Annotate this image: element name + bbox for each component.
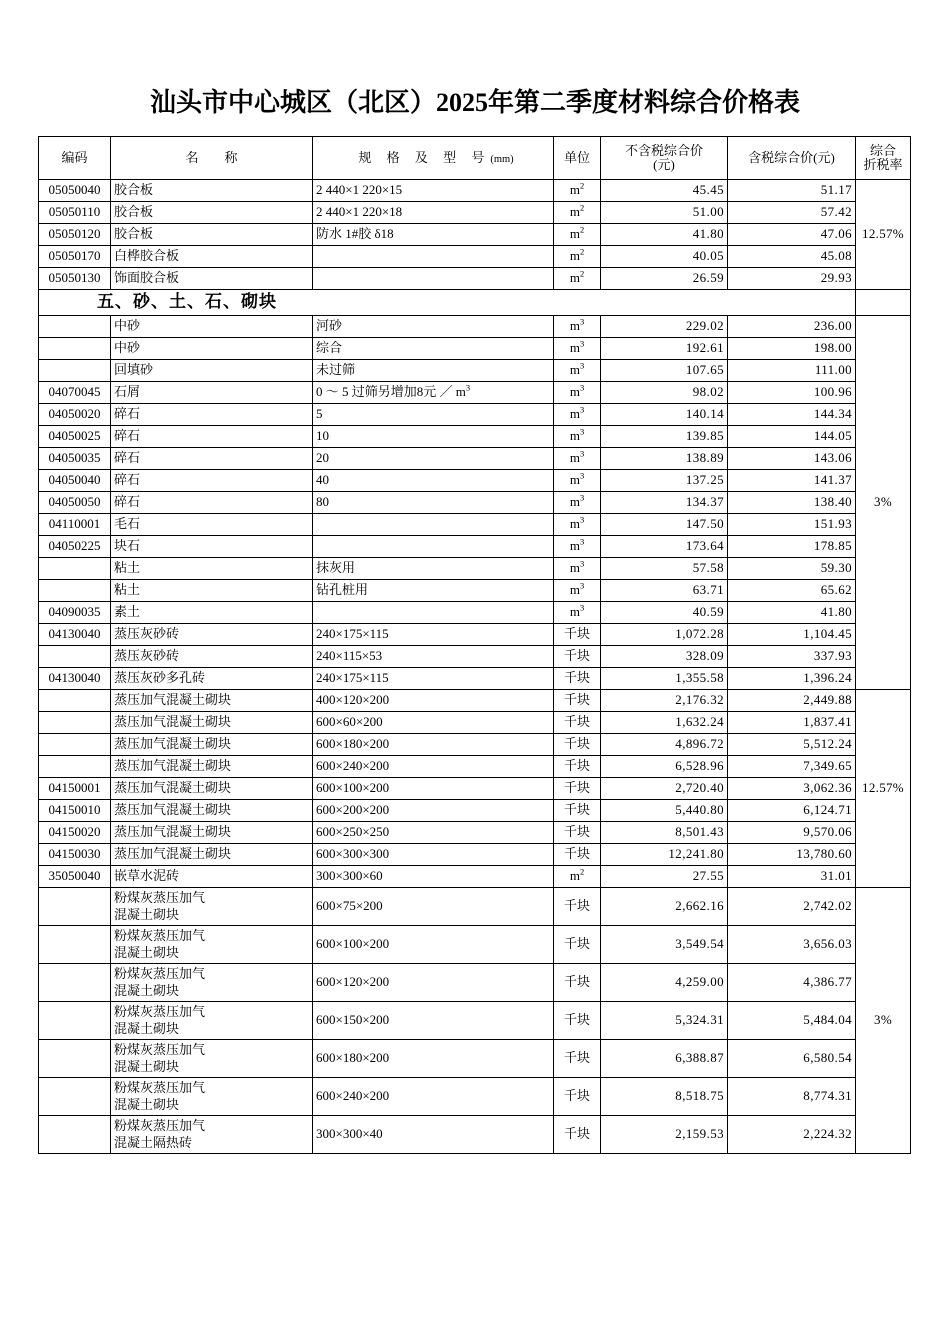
cell-code [39, 338, 111, 360]
cell-unit: $m^2$ [554, 202, 601, 224]
cell-code [39, 1116, 111, 1154]
cell-net-price: 4,896.72 [601, 734, 728, 756]
cell-code: 35050040 [39, 866, 111, 888]
cell-gross-price: 141.37 [728, 470, 856, 492]
cell-unit: $m^3$ [554, 602, 601, 624]
cell-name: 蒸压灰砂砖 [111, 624, 313, 646]
cell-spec: 2 440×1 220×15 [313, 180, 554, 202]
cell-name: 碎石 [111, 470, 313, 492]
cell-unit: 千块 [554, 712, 601, 734]
table-row [39, 1040, 911, 1078]
cell-spec: 0 ～ 5 过筛另增加8元 ／ $m^3$ [313, 382, 554, 404]
table-row [39, 426, 911, 448]
cell-net-price: 6,388.87 [601, 1040, 728, 1078]
cell-net-price: 27.55 [601, 866, 728, 888]
cell-code [39, 926, 111, 964]
header-spec [313, 137, 554, 180]
cell-gross-price: 236.00 [728, 316, 856, 338]
cell-unit: 千块 [554, 1002, 601, 1040]
table-row [39, 558, 911, 580]
cell-net-price: 173.64 [601, 536, 728, 558]
table-row [39, 316, 911, 338]
cell-name: 粉煤灰蒸压加气 混凝土砌块 [111, 888, 313, 926]
cell-unit: $m^3$ [554, 338, 601, 360]
cell-code [39, 646, 111, 668]
table-row [39, 268, 911, 290]
cell-code: 04150001 [39, 778, 111, 800]
cell-net-price: 41.80 [601, 224, 728, 246]
cell-code: 04150020 [39, 822, 111, 844]
cell-gross-price: 8,774.31 [728, 1078, 856, 1116]
cell-code: 04050025 [39, 426, 111, 448]
cell-gross-price: 7,349.65 [728, 756, 856, 778]
cell-spec: 抹灰用 [313, 558, 554, 580]
cell-unit: 千块 [554, 926, 601, 964]
cell-net-price: 40.59 [601, 602, 728, 624]
table-row [39, 624, 911, 646]
material-price-table [38, 136, 911, 1154]
header-tax-rate-line2: 折税率 [863, 157, 903, 172]
cell-name: 粉煤灰蒸压加气 混凝土砌块 [111, 1078, 313, 1116]
cell-spec: 600×60×200 [313, 712, 554, 734]
cell-tax-rate: 3% [856, 316, 911, 690]
cell-net-price: 229.02 [601, 316, 728, 338]
cell-net-price: 1,355.58 [601, 668, 728, 690]
cell-gross-price: 111.00 [728, 360, 856, 382]
cell-unit: 千块 [554, 1078, 601, 1116]
header-net-price-line1: 不含税综合价 [624, 142, 703, 158]
header-net-price [601, 137, 728, 180]
table-row [39, 360, 911, 382]
cell-spec: 600×75×200 [313, 888, 554, 926]
header-spec-label: 规 格 及 型 号 [358, 149, 491, 165]
cell-gross-price: 1,104.45 [728, 624, 856, 646]
cell-gross-price: 9,570.06 [728, 822, 856, 844]
cell-gross-price: 100.96 [728, 382, 856, 404]
cell-code: 04050040 [39, 470, 111, 492]
cell-name: 蒸压加气混凝土砌块 [111, 734, 313, 756]
cell-gross-price: 144.34 [728, 404, 856, 426]
cell-gross-price: 144.05 [728, 426, 856, 448]
cell-name: 粘土 [111, 580, 313, 602]
cell-net-price: 107.65 [601, 360, 728, 382]
cell-code: 04050225 [39, 536, 111, 558]
cell-net-price: 147.50 [601, 514, 728, 536]
cell-tax-rate: 12.57% [856, 690, 911, 888]
table-row [39, 536, 911, 558]
cell-gross-price: 138.40 [728, 492, 856, 514]
table-row [39, 246, 911, 268]
table-row [39, 964, 911, 1002]
cell-unit: 千块 [554, 1040, 601, 1078]
cell-spec: 5 [313, 404, 554, 426]
table-row [39, 712, 911, 734]
cell-spec [313, 602, 554, 624]
cell-name: 嵌草水泥砖 [111, 866, 313, 888]
table-row [39, 800, 911, 822]
cell-unit: 千块 [554, 822, 601, 844]
table-row [39, 602, 911, 624]
cell-gross-price: 4,386.77 [728, 964, 856, 1002]
cell-net-price: 51.00 [601, 202, 728, 224]
cell-name: 碎石 [111, 404, 313, 426]
table-row [39, 756, 911, 778]
table-row [39, 844, 911, 866]
table-row [39, 580, 911, 602]
cell-spec: 600×100×200 [313, 926, 554, 964]
cell-net-price: 2,176.32 [601, 690, 728, 712]
cell-spec: 600×150×200 [313, 1002, 554, 1040]
cell-code [39, 712, 111, 734]
cell-name: 蒸压加气混凝土砌块 [111, 800, 313, 822]
header-unit: 单位 [554, 137, 601, 180]
cell-code: 04050020 [39, 404, 111, 426]
cell-spec: 600×200×200 [313, 800, 554, 822]
table-row [39, 646, 911, 668]
header-tax-rate-line1: 综合 [869, 142, 896, 158]
cell-gross-price: 1,837.41 [728, 712, 856, 734]
cell-name: 碎石 [111, 492, 313, 514]
table-row [39, 888, 911, 926]
cell-net-price: 2,720.40 [601, 778, 728, 800]
cell-net-price: 6,528.96 [601, 756, 728, 778]
cell-gross-price: 2,742.02 [728, 888, 856, 926]
cell-net-price: 40.05 [601, 246, 728, 268]
cell-gross-price: 2,224.32 [728, 1116, 856, 1154]
cell-code: 04050035 [39, 448, 111, 470]
cell-unit: $m^3$ [554, 360, 601, 382]
cell-gross-price: 57.42 [728, 202, 856, 224]
cell-net-price: 12,241.80 [601, 844, 728, 866]
cell-spec [313, 514, 554, 536]
cell-code [39, 360, 111, 382]
cell-gross-price: 2,449.88 [728, 690, 856, 712]
cell-code: 04150010 [39, 800, 111, 822]
table-row [39, 202, 911, 224]
cell-code [39, 1078, 111, 1116]
cell-name: 碎石 [111, 448, 313, 470]
table-row [39, 470, 911, 492]
cell-net-price: 57.58 [601, 558, 728, 580]
cell-name: 蒸压灰砂砖 [111, 646, 313, 668]
cell-tax-rate: 3% [856, 888, 911, 1154]
cell-unit: 千块 [554, 800, 601, 822]
cell-net-price: 3,549.54 [601, 926, 728, 964]
cell-name: 毛石 [111, 514, 313, 536]
cell-gross-price: 51.17 [728, 180, 856, 202]
header-tax-rate [856, 137, 911, 180]
cell-unit: $m^2$ [554, 866, 601, 888]
cell-code: 04130040 [39, 668, 111, 690]
cell-gross-price: 5,484.04 [728, 1002, 856, 1040]
cell-code [39, 316, 111, 338]
cell-unit: 千块 [554, 646, 601, 668]
cell-code: 04110001 [39, 514, 111, 536]
cell-unit: $m^3$ [554, 404, 601, 426]
cell-spec: 600×180×200 [313, 734, 554, 756]
cell-name: 蒸压加气混凝土砌块 [111, 822, 313, 844]
cell-spec: 600×250×250 [313, 822, 554, 844]
table-row [39, 822, 911, 844]
cell-code [39, 756, 111, 778]
cell-spec [313, 536, 554, 558]
cell-spec: 40 [313, 470, 554, 492]
cell-spec [313, 246, 554, 268]
page-title: 汕头市中心城区（北区）2025年第二季度材料综合价格表 [149, 88, 800, 117]
table-row [39, 224, 911, 246]
header-code: 编码 [39, 137, 111, 180]
cell-net-price: 192.61 [601, 338, 728, 360]
cell-spec: 240×175×115 [313, 668, 554, 690]
cell-net-price: 26.59 [601, 268, 728, 290]
cell-code [39, 558, 111, 580]
cell-name: 白桦胶合板 [111, 246, 313, 268]
cell-spec: 80 [313, 492, 554, 514]
table-row [39, 926, 911, 964]
cell-spec: 2 440×1 220×18 [313, 202, 554, 224]
header-name: 名 称 [111, 137, 313, 180]
cell-name: 回填砂 [111, 360, 313, 382]
cell-unit: $m^3$ [554, 470, 601, 492]
cell-spec: 河砂 [313, 316, 554, 338]
cell-name: 蒸压加气混凝土砌块 [111, 690, 313, 712]
cell-gross-price: 47.06 [728, 224, 856, 246]
table-row [39, 514, 911, 536]
cell-net-price: 138.89 [601, 448, 728, 470]
cell-name: 胶合板 [111, 224, 313, 246]
cell-gross-price: 1,396.24 [728, 668, 856, 690]
section-heading-label: 五、砂、土、石、砌块 [39, 290, 856, 316]
cell-spec: 240×115×53 [313, 646, 554, 668]
cell-spec: 综合 [313, 338, 554, 360]
cell-name: 石屑 [111, 382, 313, 404]
cell-code: 05050130 [39, 268, 111, 290]
cell-name: 碎石 [111, 426, 313, 448]
cell-gross-price: 143.06 [728, 448, 856, 470]
cell-net-price: 5,440.80 [601, 800, 728, 822]
table-header-row [39, 137, 911, 180]
cell-code: 04070045 [39, 382, 111, 404]
cell-gross-price: 3,062.36 [728, 778, 856, 800]
cell-spec: 300×300×60 [313, 866, 554, 888]
cell-code: 05050170 [39, 246, 111, 268]
table-row [39, 338, 911, 360]
cell-unit: 千块 [554, 964, 601, 1002]
cell-unit: 千块 [554, 668, 601, 690]
table-row [39, 1116, 911, 1154]
cell-unit: $m^3$ [554, 536, 601, 558]
table-row [39, 382, 911, 404]
cell-gross-price: 151.93 [728, 514, 856, 536]
cell-gross-price: 29.93 [728, 268, 856, 290]
table-row [39, 1002, 911, 1040]
cell-code: 04150030 [39, 844, 111, 866]
cell-net-price: 8,501.43 [601, 822, 728, 844]
cell-spec: 600×240×200 [313, 756, 554, 778]
cell-name: 粉煤灰蒸压加气 混凝土隔热砖 [111, 1116, 313, 1154]
cell-net-price: 1,072.28 [601, 624, 728, 646]
cell-net-price: 140.14 [601, 404, 728, 426]
cell-unit: $m^3$ [554, 492, 601, 514]
cell-code [39, 580, 111, 602]
cell-gross-price: 3,656.03 [728, 926, 856, 964]
cell-unit: $m^2$ [554, 268, 601, 290]
table-row [39, 492, 911, 514]
cell-gross-price: 45.08 [728, 246, 856, 268]
cell-unit: 千块 [554, 1116, 601, 1154]
cell-unit: 千块 [554, 734, 601, 756]
cell-name: 粉煤灰蒸压加气 混凝土砌块 [111, 1002, 313, 1040]
cell-spec [313, 268, 554, 290]
cell-name: 粘土 [111, 558, 313, 580]
cell-spec: 未过筛 [313, 360, 554, 382]
cell-unit: $m^3$ [554, 580, 601, 602]
cell-net-price: 45.45 [601, 180, 728, 202]
table-row [39, 668, 911, 690]
cell-gross-price: 59.30 [728, 558, 856, 580]
cell-name: 中砂 [111, 316, 313, 338]
cell-code: 04090035 [39, 602, 111, 624]
cell-unit: 千块 [554, 624, 601, 646]
cell-net-price: 1,632.24 [601, 712, 728, 734]
cell-name: 胶合板 [111, 180, 313, 202]
table-row [39, 866, 911, 888]
cell-tax-rate: 12.57% [856, 180, 911, 290]
cell-unit: 千块 [554, 888, 601, 926]
cell-net-price: 8,518.75 [601, 1078, 728, 1116]
header-spec-unit: (mm) [490, 153, 514, 165]
section-heading-row [39, 290, 911, 316]
cell-code: 05050040 [39, 180, 111, 202]
table-row [39, 1078, 911, 1116]
cell-unit: $m^3$ [554, 558, 601, 580]
cell-name: 蒸压加气混凝土砌块 [111, 756, 313, 778]
cell-code [39, 964, 111, 1002]
cell-net-price: 139.85 [601, 426, 728, 448]
cell-gross-price: 65.62 [728, 580, 856, 602]
cell-unit: $m^2$ [554, 224, 601, 246]
cell-net-price: 5,324.31 [601, 1002, 728, 1040]
header-net-price-line2: (元) [653, 157, 675, 172]
cell-unit: $m^2$ [554, 180, 601, 202]
cell-name: 素土 [111, 602, 313, 624]
cell-name: 蒸压加气混凝土砌块 [111, 778, 313, 800]
cell-code [39, 1002, 111, 1040]
table-body [39, 137, 911, 1154]
table-row [39, 778, 911, 800]
cell-gross-price: 198.00 [728, 338, 856, 360]
cell-unit: $m^3$ [554, 514, 601, 536]
cell-unit: 千块 [554, 756, 601, 778]
table-row [39, 690, 911, 712]
cell-name: 粉煤灰蒸压加气 混凝土砌块 [111, 1040, 313, 1078]
price-table-container [38, 136, 910, 1154]
table-row [39, 180, 911, 202]
cell-net-price: 328.09 [601, 646, 728, 668]
cell-gross-price: 13,780.60 [728, 844, 856, 866]
cell-code [39, 690, 111, 712]
cell-name: 中砂 [111, 338, 313, 360]
cell-spec: 600×300×300 [313, 844, 554, 866]
cell-spec: 10 [313, 426, 554, 448]
table-row [39, 448, 911, 470]
cell-net-price: 2,159.53 [601, 1116, 728, 1154]
cell-name: 蒸压加气混凝土砌块 [111, 844, 313, 866]
cell-unit: $m^3$ [554, 448, 601, 470]
cell-gross-price: 337.93 [728, 646, 856, 668]
cell-net-price: 98.02 [601, 382, 728, 404]
cell-spec: 钻孔桩用 [313, 580, 554, 602]
cell-spec: 600×120×200 [313, 964, 554, 1002]
cell-gross-price: 31.01 [728, 866, 856, 888]
section-heading-rate-spacer [856, 290, 911, 316]
cell-unit: $m^3$ [554, 426, 601, 448]
cell-code: 04130040 [39, 624, 111, 646]
cell-net-price: 134.37 [601, 492, 728, 514]
cell-name: 粉煤灰蒸压加气 混凝土砌块 [111, 964, 313, 1002]
cell-gross-price: 6,124.71 [728, 800, 856, 822]
header-gross-price: 含税综合价(元) [728, 137, 856, 180]
cell-name: 蒸压加气混凝土砌块 [111, 712, 313, 734]
cell-spec: 300×300×40 [313, 1116, 554, 1154]
cell-unit: $m^3$ [554, 382, 601, 404]
cell-gross-price: 5,512.24 [728, 734, 856, 756]
cell-code: 04050050 [39, 492, 111, 514]
cell-unit: $m^2$ [554, 246, 601, 268]
cell-name: 蒸压灰砂多孔砖 [111, 668, 313, 690]
cell-spec: 防水 1#胶 δ18 [313, 224, 554, 246]
cell-spec: 600×100×200 [313, 778, 554, 800]
cell-code: 05050110 [39, 202, 111, 224]
cell-code: 05050120 [39, 224, 111, 246]
cell-net-price: 137.25 [601, 470, 728, 492]
cell-unit: $m^3$ [554, 316, 601, 338]
cell-code [39, 734, 111, 756]
cell-spec: 20 [313, 448, 554, 470]
cell-spec: 600×180×200 [313, 1040, 554, 1078]
cell-net-price: 4,259.00 [601, 964, 728, 1002]
cell-net-price: 2,662.16 [601, 888, 728, 926]
cell-gross-price: 6,580.54 [728, 1040, 856, 1078]
cell-code [39, 1040, 111, 1078]
cell-spec: 600×240×200 [313, 1078, 554, 1116]
table-row [39, 734, 911, 756]
cell-unit: 千块 [554, 844, 601, 866]
cell-gross-price: 41.80 [728, 602, 856, 624]
cell-name: 块石 [111, 536, 313, 558]
cell-unit: 千块 [554, 690, 601, 712]
cell-name: 胶合板 [111, 202, 313, 224]
cell-name: 粉煤灰蒸压加气 混凝土砌块 [111, 926, 313, 964]
cell-code [39, 888, 111, 926]
cell-unit: 千块 [554, 778, 601, 800]
cell-gross-price: 178.85 [728, 536, 856, 558]
cell-net-price: 63.71 [601, 580, 728, 602]
cell-spec: 400×120×200 [313, 690, 554, 712]
cell-name: 饰面胶合板 [111, 268, 313, 290]
cell-spec: 240×175×115 [313, 624, 554, 646]
table-row [39, 404, 911, 426]
